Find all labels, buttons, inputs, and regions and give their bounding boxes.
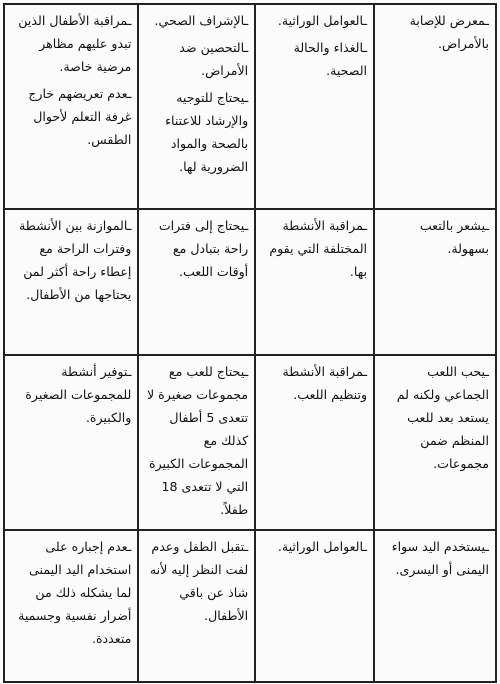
table-row bbox=[4, 355, 496, 530]
cell-text: ـمراقبة الأطفال الذين تبدو عليهم مظاهر مرضية خاصة. bbox=[18, 13, 132, 74]
development-table bbox=[3, 3, 497, 683]
cell-text: ـتقبل الطفل وعدم لفت النظر إليه لأنه شاذ عن باقي الأطفال. bbox=[149, 539, 249, 623]
cell-text: ـمراقبة الأنشطة وتنظيم اللعب. bbox=[282, 364, 368, 402]
characteristic-cell bbox=[374, 4, 496, 209]
needs-cell bbox=[138, 530, 255, 682]
cell-text: ـالإشراف الصحي. bbox=[154, 13, 249, 28]
table-row bbox=[4, 4, 496, 209]
cell-text: ـعدم تعريضهم خارج غرفة التعلم لأحوال الطقس. bbox=[28, 86, 132, 147]
guidance-cell bbox=[4, 4, 138, 209]
characteristic-cell bbox=[374, 355, 496, 530]
cell-text: ـيشعر بالتعب بسهولة. bbox=[419, 218, 489, 256]
needs-cell bbox=[138, 4, 255, 209]
cell-text: ـالتحصين ضد الأمراض. bbox=[179, 40, 249, 78]
cell-text: ـمراقبة الأنشطة المختلفة التي يقوم بها. bbox=[269, 218, 368, 279]
characteristic-cell bbox=[374, 530, 496, 682]
table-row bbox=[4, 530, 496, 682]
cell-text: ـيحتاج للتوجيه والإرشاد للاعتناء بالصحة والمواد الضرورية لها. bbox=[165, 90, 249, 174]
cell-text: ـتوفير أنشطة للمجموعات الصغيرة والكبيرة. bbox=[25, 364, 132, 425]
factors-cell bbox=[255, 530, 374, 682]
cell-text: ـالموازنة بين الأنشطة وفترات الراحة مع إعطاء راحة أكثر لمن يحتاجها من الأطفال. bbox=[19, 218, 132, 302]
factors-cell bbox=[255, 355, 374, 530]
factors-cell bbox=[255, 209, 374, 355]
cell-text: ـمعرض للإصابة بالأمراض. bbox=[409, 13, 489, 51]
table-row bbox=[4, 209, 496, 355]
cell-text: ـيحتاج للعب مع مجموعات صغيرة لا تتعدى 5 أطفال كذلك مع المجموعات الكبيرة التي لا تتعدى 18 طفلاً. bbox=[147, 364, 249, 517]
guidance-cell bbox=[4, 530, 138, 682]
cell-text: ـيستخدم اليد سواء اليمنى أو اليسرى. bbox=[391, 539, 489, 577]
cell-text: ـعدم إجباره على استخدام اليد اليمنى لما يشكله ذلك من أضرار نفسية وجسمية متعددة. bbox=[18, 539, 132, 646]
cell-text: ـالغذاء والحالة الصحية. bbox=[293, 40, 368, 78]
cell-text: ـيحب اللعب الجماعي ولكنه لم يستعد بعد للعب المنظم ضمن مجموعات. bbox=[396, 364, 489, 471]
characteristic-cell bbox=[374, 209, 496, 355]
cell-text: ـيحتاج إلى فترات راحة بتبادل مع أوقات اللعب. bbox=[158, 218, 249, 279]
factors-cell bbox=[255, 4, 374, 209]
guidance-cell bbox=[4, 355, 138, 530]
cell-text: ـالعوامل الوراثية. bbox=[277, 539, 368, 554]
needs-cell bbox=[138, 355, 255, 530]
guidance-cell bbox=[4, 209, 138, 355]
needs-cell bbox=[138, 209, 255, 355]
cell-text: ـالعوامل الوراثية. bbox=[277, 13, 368, 28]
